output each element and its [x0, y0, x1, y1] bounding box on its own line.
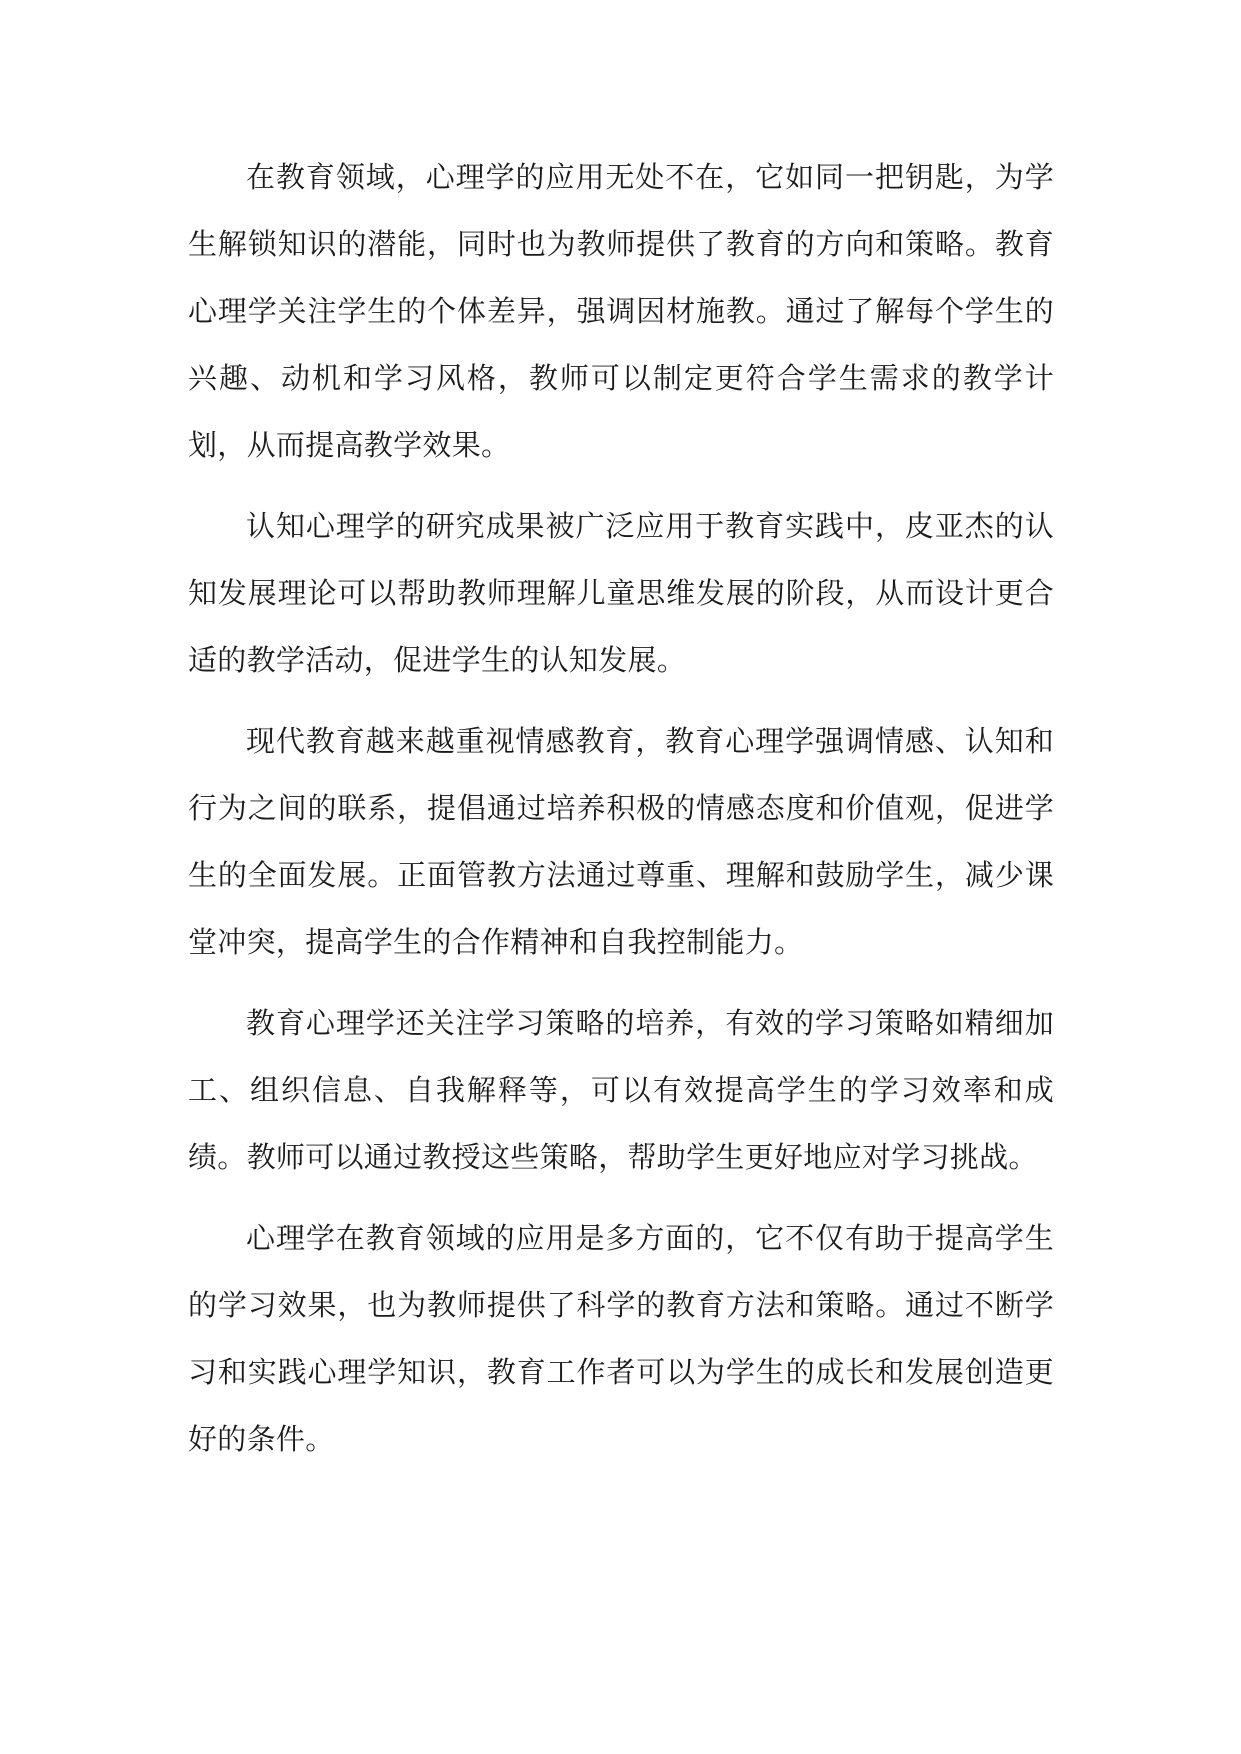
document-body [188, 144, 1054, 1487]
paragraph-4: 教育心理学还关注学习策略的培养，有效的学习策略如精细加工、组织信息、自我解释等，可以有效提高学生的学习效率和成绩。教师可以通过教授这些策略，帮助学生更好地应对学习挑战。 [188, 1006, 1054, 1174]
paragraph-1: 在教育领域，心理学的应用无处不在，它如同一把钥匙，为学生解锁知识的潜能，同时也为教师提供了教育的方向和策略。教育心理学关注学生的个体差异，强调因材施教。通过了解每个学生的兴趣、动机和学习风格，教师可以制定更符合学生需求的教学计划，从而提高教学效果。 [188, 160, 1054, 462]
paragraph-5: 心理学在教育领域的应用是多方面的，它不仅有助于提高学生的学习效果，也为教师提供了科学的教育方法和策略。通过不断学习和实践心理学知识，教育工作者可以为学生的成长和发展创造更好的条件。 [188, 1221, 1054, 1456]
paragraph-2: 认知心理学的研究成果被广泛应用于教育实践中，皮亚杰的认知发展理论可以帮助教师理解儿童思维发展的阶段，从而设计更合适的教学活动，促进学生的认知发展。 [188, 509, 1054, 677]
paragraph-3: 现代教育越来越重视情感教育，教育心理学强调情感、认知和行为之间的联系，提倡通过培养积极的情感态度和价值观，促进学生的全面发展。正面管教方法通过尊重、理解和鼓励学生，减少课堂冲突，提高学生的合作精神和自我控制能力。 [188, 724, 1054, 959]
